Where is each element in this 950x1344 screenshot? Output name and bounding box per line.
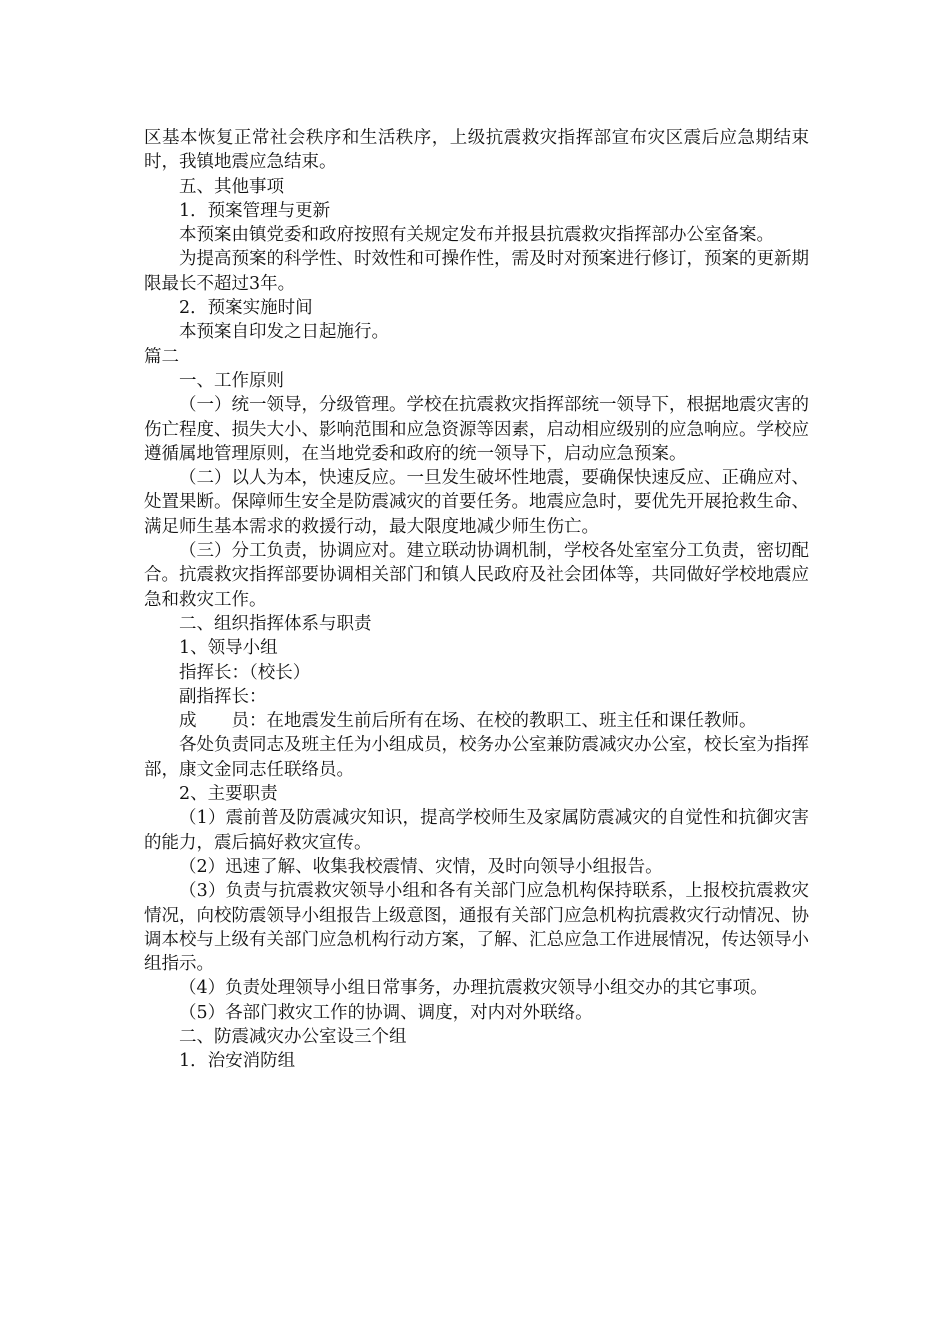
subheading-plan-effective-time: 2．预案实施时间 <box>179 298 313 319</box>
paragraph-principle-two: （二）以人为本，快速反应。一旦发生破坏性地震，要确保快速反应、正确应对、处置果断。保障师生安全是防震减灾的首要任务。地震应急时，要优先开展抢救生命、满足师生基本需求的救援行动，最大限度地减少师生伤亡。 <box>144 468 809 537</box>
heading-office-groups: 二、防震减灾办公室设三个组 <box>179 1026 407 1047</box>
paragraph-principle-one: （一）统一领导，分级管理。学校在抗震救灾指挥部统一领导下，根据地震灾害的伤亡程度、损失大小、影响范围和应急资源等因素，启动相应级别的应急响应。学校应遵循属地管理原则，在当地党委和政府的统一领导下，启动应急预案。 <box>144 395 809 464</box>
heading-command-system: 二、组织指挥体系与职责 <box>179 613 372 634</box>
subheading-plan-management: 1．预案管理与更新 <box>179 200 331 221</box>
paragraph-principle-three: （三）分工负责，协调应对。建立联动协调机制，学校各处室室分工负责，密切配合。抗震救灾指挥部要协调相关部门和镇人民政府及社会团体等，共同做好学校地震应急和救灾工作。 <box>144 541 809 610</box>
paragraph-plan-revision: 为提高预案的科学性、时效性和可操作性，需及时对预案进行修订，预案的更新期限最长不超过3年。 <box>144 249 809 294</box>
paragraph-emergency-end: 区基本恢复正常社会秩序和生活秩序，上级抗震救灾指挥部宣布灾区震后应急期结束时，我镇地震应急结束。 <box>144 128 809 173</box>
subheading-leadership-group: 1、领导小组 <box>179 638 278 659</box>
paragraph-plan-filing: 本预案由镇党委和政府按照有关规定发布并报县抗震救灾指挥部办公室备案。 <box>179 225 774 246</box>
paragraph-members: 成 员：在地震发生前后所有在场、在校的教职工、班主任和课任教师。 <box>179 711 757 732</box>
paragraph-duty-2: （2）迅速了解、收集我校震情、灾情，及时向领导小组报告。 <box>179 856 663 877</box>
paragraph-group-composition: 各处负责同志及班主任为小组成员，校务办公室兼防震减灾办公室，校长室为指挥部，康文金同志任联络员。 <box>144 735 809 780</box>
line-deputy-commander: 副指挥长： <box>179 686 267 707</box>
heading-other-matters: 五、其他事项 <box>179 176 284 197</box>
document-body <box>144 126 809 1074</box>
heading-work-principles: 一、工作原则 <box>179 370 284 391</box>
paragraph-duty-4: （4）负责处理领导小组日常事务，办理抗震救灾领导小组交办的其它事项。 <box>179 978 768 999</box>
subheading-main-duties: 2、主要职责 <box>179 784 278 805</box>
paragraph-plan-effective: 本预案自印发之日起施行。 <box>179 322 389 343</box>
paragraph-duty-1: （1）震前普及防震减灾知识，提高学校师生及家属防震减灾的自觉性和抗御灾害的能力，震后搞好救灾宣传。 <box>144 808 809 853</box>
line-commander: 指挥长：（校长） <box>179 662 311 683</box>
section-title-part-two: 篇二 <box>144 346 179 367</box>
paragraph-duty-5: （5）各部门救灾工作的协调、调度，对内对外联络。 <box>179 1002 593 1023</box>
subheading-security-fire-group: 1．治安消防组 <box>179 1051 296 1072</box>
paragraph-duty-3: （3）负责与抗震救灾领导小组和各有关部门应急机构保持联系，上报校抗震救灾情况，向校防震领导小组报告上级意图，通报有关部门应急机构抗震救灾行动情况、协调本校与上级有关部门应急机构行动方案，了解、汇总应急工作进展情况，传达领导小组指示。 <box>144 881 809 975</box>
